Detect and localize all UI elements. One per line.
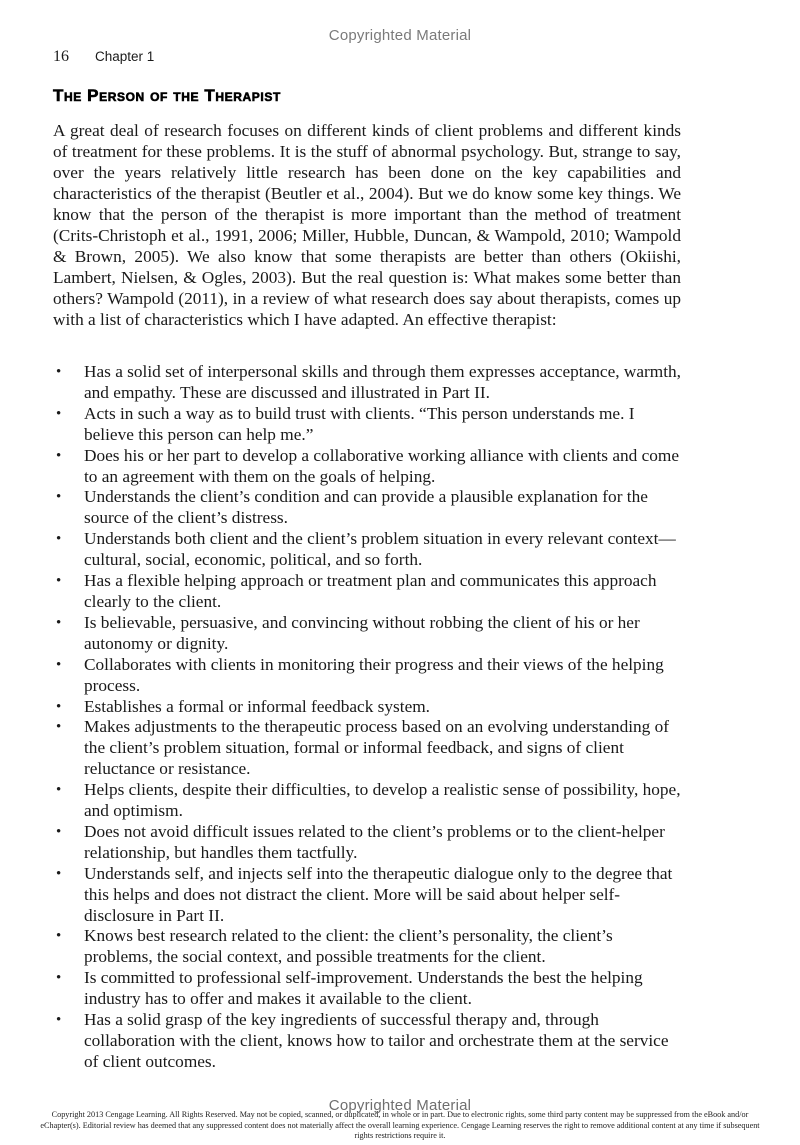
bullet-icon: • [56, 970, 62, 987]
bullet-icon: • [56, 719, 62, 736]
bullet-icon: • [56, 782, 62, 799]
bullet-icon: • [56, 364, 62, 380]
list-item [53, 571, 683, 613]
list-item-text: Has a solid set of interpersonal skills and through them expresses acceptance, warmth, and empathy. These are discussed and illustrated in Part II. [84, 362, 681, 402]
bullet-icon: • [56, 573, 62, 590]
list-item-text: Acts in such a way as to build trust with clients. “This person understands me. I believe this person can help me.” [84, 403, 635, 444]
list-item-text: Has a flexible helping approach or treatment plan and communicates this approach clearly to the client. [84, 571, 657, 611]
running-head [53, 48, 154, 66]
page-number: 16 [53, 48, 69, 65]
list-item [53, 780, 683, 822]
list-item-text: Knows best research related to the client: the client’s personality, the client’s problems, the social context, and possible treatments for the client. [84, 926, 613, 967]
bullet-icon: • [56, 865, 62, 882]
list-item-text: Is committed to professional self-improvement. Understands the best the helping industry has to offer and makes it available to the client. [84, 968, 643, 1009]
bullet-icon: • [56, 698, 62, 715]
list-item-text: Understands self, and injects self into the therapeutic dialogue only to the degree that this helps and does not distract the client. More will be said about helper self-disclosure in Part II. [84, 863, 673, 925]
bullet-icon: • [56, 1012, 62, 1029]
list-item-text: Is believable, persuasive, and convincing without robbing the client of his or her autonomy or dignity. [84, 612, 640, 653]
list-item [53, 613, 683, 655]
list-item-text: Makes adjustments to the therapeutic process based on an evolving understanding of the client’s problem situation, formal or informal feedback, and signs of client reluctance or resistance. [84, 717, 670, 779]
list-item [53, 822, 683, 864]
copyright-watermark-top: Copyrighted Material [328, 27, 472, 44]
bullet-icon: • [56, 656, 62, 673]
list-item-text: Does not avoid difficult issues related to the client’s problems or to the client-helper relationship, but handles them tactfully. [84, 821, 665, 862]
bullet-icon: • [56, 447, 62, 464]
section-heading: The Person of the Therapist [53, 86, 281, 105]
bullet-icon: • [56, 614, 62, 631]
list-item [53, 446, 683, 488]
bullet-icon: • [56, 489, 62, 506]
list-item [53, 864, 683, 927]
list-item-text: Has a solid grasp of the key ingredients of successful therapy and, through collaboration with the client, knows how to tailor and orchestrate them at the service of client outcomes. [84, 1010, 669, 1071]
list-item-text: Collaborates with clients in monitoring their progress and their views of the helping process. [84, 654, 664, 695]
list-item [53, 655, 683, 697]
list-item-text: Does his or her part to develop a collaborative working alliance with clients and come to an agreement with them on the goals of helping. [84, 445, 680, 486]
list-item [53, 717, 683, 780]
list-item-text: Understands the client’s condition and can provide a plausible explanation for the source of the client’s distress. [84, 487, 648, 528]
bullet-icon: • [56, 405, 62, 422]
list-item [53, 968, 683, 1010]
list-item-text: Establishes a formal or informal feedback system. [84, 696, 430, 716]
bullet-icon: • [56, 928, 62, 945]
bullet-icon: • [56, 823, 62, 840]
list-item [53, 487, 683, 529]
chapter-label: Chapter 1 [95, 49, 155, 64]
bullet-icon: • [56, 531, 62, 548]
list-item [53, 362, 683, 404]
list-item-text: Helps clients, despite their difficulties, to develop a realistic sense of possibility, hope, and optimism. [84, 780, 681, 821]
copyright-footer: Copyright 2013 Cengage Learning. All Rights Reserved. May not be copied, scanned, or duplicated, in whole or in part. Due to electronic rights, some third party content may be suppressed from the eBook and/or eChapter(s). Editorial review has deemed that any suppressed content does not materially affect the overall learning experience. Cengage Learning reserves the right to remove additional content at any time if subsequent rights restrictions require it. [40, 1110, 760, 1140]
therapist-characteristics-list [53, 362, 683, 1073]
list-item [53, 404, 683, 446]
intro-paragraph: A great deal of research focuses on different kinds of client problems and different kinds of treatment for these problems. It is the stuff of abnormal psychology. But, strange to say, over the years relatively little research has been done on the key capabilities and characteristics of the therapist (Beutler et al., 2004). But we do know some key things. We know that the person of the therapist is more important than the method of treatment (Crits-Christoph et al., 1991, 2006; Miller, Hubble, Duncan, & Wampold, 2010; Wampold & Brown, 2005). We also know that some therapists are better than others (Okiishi, Lambert, Nielsen, & Ogles, 2003). But the real question is: What makes some better than others? Wampold (2011), in a review of what research does say about therapists, comes up with a list of characteristics which I have adapted. An effective therapist: [53, 121, 681, 329]
list-item-text: Understands both client and the client’s problem situation in every relevant context—cultural, social, economic, political, and so forth. [84, 529, 676, 570]
list-item [53, 926, 683, 968]
copyright-watermark-bottom: Copyrighted Material [328, 1097, 472, 1114]
list-item [53, 1010, 683, 1073]
list-item [53, 697, 683, 718]
list-item [53, 529, 683, 571]
